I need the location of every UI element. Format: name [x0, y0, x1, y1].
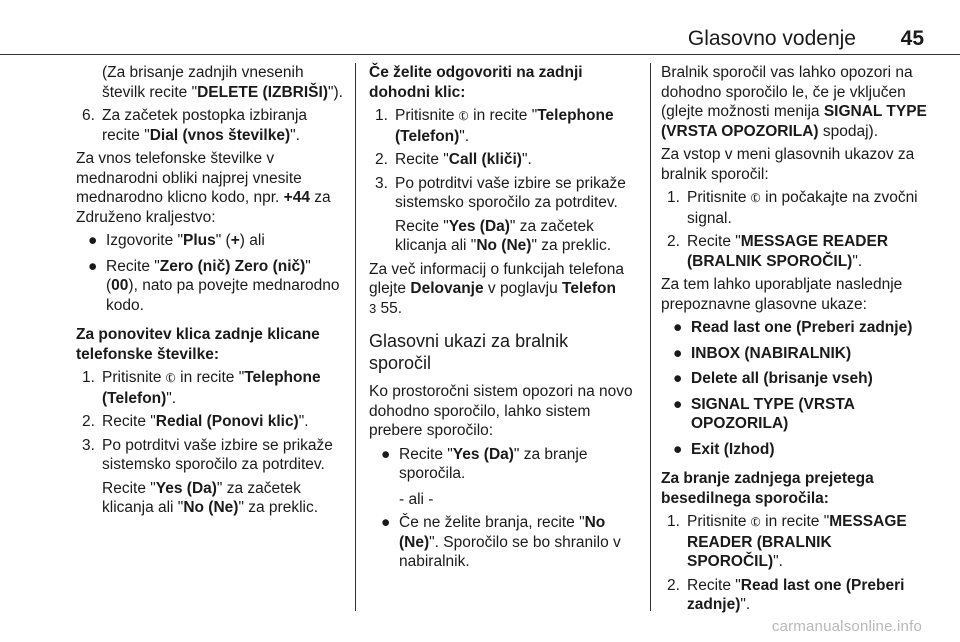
step-6: 6. Za začetek postopka izbiranja recite "Dial (vnos številke)".: [82, 107, 308, 144]
redial-step-3: 3. Po potrditvi vaše izbire se prikaže sistemsko sporočilo za potrditev.: [82, 436, 333, 473]
redial-step-2: 2. Recite "Redial (Ponovi klic)".: [82, 413, 309, 430]
international-paragraph: Za vnos telefonske številke v mednarodni obliki najprej vnesite mednarodno klicno kodo, npr. +44 za Združeno kraljestvo:: [76, 150, 331, 226]
redial-subheading: Za ponovitev klica zadnje klicane telefonske številke:: [76, 326, 320, 363]
page-title: Glasovno vodenje: [687, 27, 856, 50]
redial-step-1: 1. Pritisnite ✆ in recite "Telephone (Telefon)".: [82, 369, 321, 407]
bullet-icon: ●: [673, 344, 683, 362]
command-item: ● Read last one (Preberi zadnje): [661, 318, 929, 338]
reader-intro: Ko prostoročni sistem opozori na novo dohodno sporočilo, lahko sistem prebere sporočilo:: [369, 383, 633, 439]
redial-step-3-confirm: Recite "Yes (Da)" za začetek klicanja ali "No (Ne)" za preklic.: [102, 479, 319, 516]
reader-alert-paragraph: Bralnik sporočil vas lahko opozori na dohodno sporočilo le, če je vključen (glejte možnosti menija SIGNAL TYPE (VRSTA OPOZORILA) spodaj).: [661, 64, 927, 140]
column-divider-2: [650, 63, 651, 611]
watermark: carmanualsonline.info: [771, 617, 922, 635]
bullet-yes: ● Recite "Yes (Da)" za branje sporočila.: [369, 445, 635, 484]
command-item: ● SIGNAL TYPE (VRSTA OPOZORILA): [661, 395, 929, 434]
read-last-step-2: 2. Recite "Read last one (Preberi zadnje)".: [667, 576, 905, 613]
bullet-zero-zero: ● Recite "Zero (nič) Zero (nič)" (00), nato pa povejte mednarodno kodo.: [76, 257, 344, 316]
phone-icon: ✆: [747, 189, 763, 207]
bullet-icon: ●: [673, 440, 683, 458]
column-2: [369, 63, 635, 578]
answer-subheading: Če želite odgovoriti na zadnji dohodni klic:: [369, 64, 583, 101]
commands-intro: Za tem lahko uporabljate naslednje prepoznavne glasovne ukaze:: [661, 276, 903, 313]
bullet-icon: ●: [88, 232, 98, 249]
bullet-no: ● Če ne želite branja, recite "No (Ne)". Sporočilo se bo shranilo v nabiralnik.: [369, 513, 635, 572]
step-5-continued: (Za brisanje zadnjih vnesenih številk recite "DELETE (IZBRIŠI)").: [102, 64, 343, 101]
column-3: [661, 63, 929, 619]
phone-icon: ✆: [455, 107, 471, 125]
command-item: ● INBOX (NABIRALNIK): [661, 344, 929, 364]
answer-step-1: 1. Pritisnite ✆ in recite "Telephone (Telefon)".: [375, 107, 614, 145]
phone-icon: ✆: [162, 369, 178, 387]
bullet-icon: ●: [673, 319, 683, 336]
answer-step-2: 2. Recite "Call (kliči)".: [375, 151, 532, 168]
bullet-icon: ●: [381, 514, 391, 531]
reader-step-1: 1. Pritisnite ✆ in počakajte na zvočni signal.: [667, 189, 918, 227]
bullet-icon: ●: [673, 395, 683, 413]
bullet-icon: ●: [673, 370, 683, 387]
answer-step-3: 3. Po potrditvi vaše izbire se prikaže sistemsko sporočilo za potrditev.: [375, 174, 626, 211]
reader-menu-paragraph: Za vstop v meni glasovnih ukazov za bralnik sporočil:: [661, 146, 915, 183]
bullet-icon: ●: [381, 445, 391, 463]
read-last-subheading: Za branje zadnjega prejetega besedilnega sporočila:: [661, 470, 874, 507]
page-reference-link[interactable]: 55.: [376, 299, 403, 317]
reader-step-2: 2. Recite "MESSAGE READER (BRALNIK SPOROČIL)".: [667, 233, 889, 270]
column-1: [76, 63, 344, 522]
bullet-plus: ● Izgovorite "Plus" (+) ali: [76, 231, 344, 251]
read-last-step-1: 1. Pritisnite ✆ in recite "MESSAGE READER (BRALNIK SPOROČIL)".: [667, 513, 907, 570]
more-info-paragraph: Za več informacij o funkcijah telefona glejte Delovanje v poglavju Telefon 3 55.: [369, 260, 625, 317]
header-divider: [0, 54, 960, 55]
page-reference-arrow-icon: 3: [369, 300, 377, 316]
page-number: 45: [900, 27, 924, 50]
section-heading: Glasovni ukazi za bralnik sporočil: [369, 331, 569, 373]
answer-step-3-confirm: Recite "Yes (Da)" za začetek klicanja ali "No (Ne)" za preklic.: [395, 217, 612, 254]
or-separator: - ali -: [399, 490, 434, 508]
bullet-icon: ●: [88, 257, 98, 275]
page-header: [0, 0, 960, 50]
command-item: ● Delete all (brisanje vseh): [661, 369, 929, 389]
column-divider-1: [355, 63, 356, 611]
command-item: ● Exit (Izhod): [661, 440, 929, 460]
phone-icon: ✆: [747, 513, 763, 531]
